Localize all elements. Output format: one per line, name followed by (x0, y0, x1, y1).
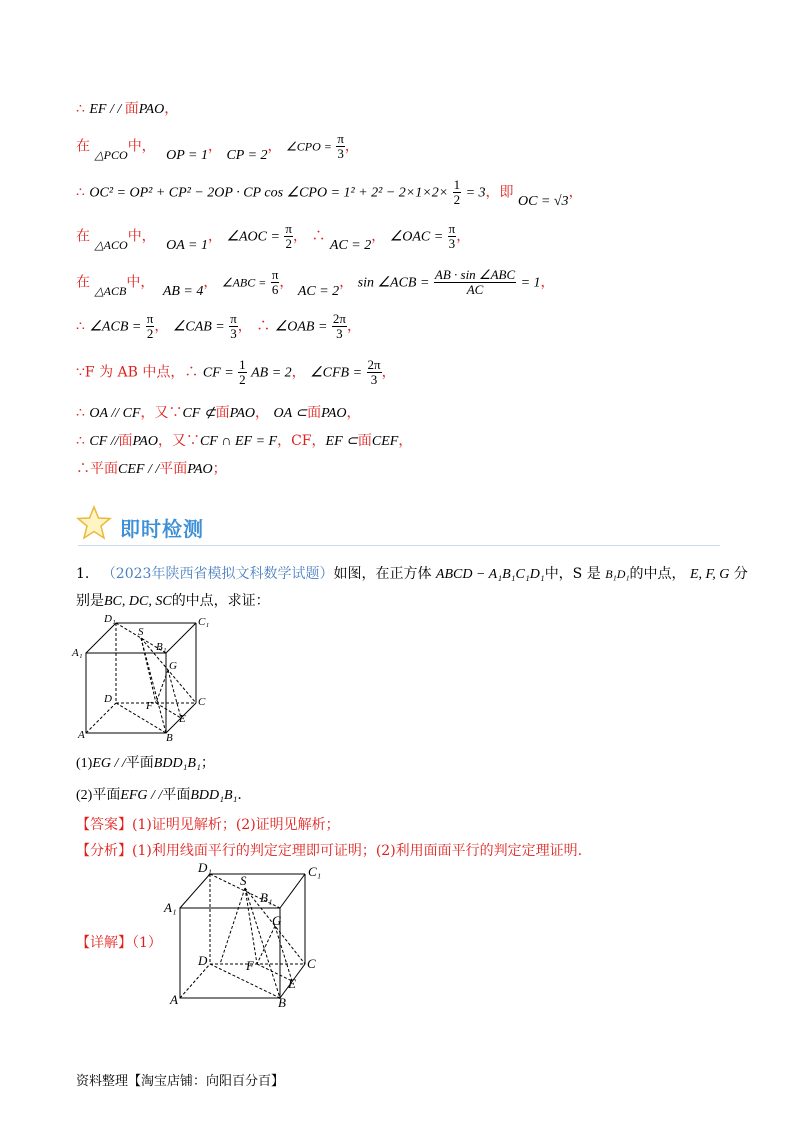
problem-line-1 (76, 563, 748, 583)
math-expr: AC = 2 (329, 237, 372, 253)
solution-line-1 (76, 98, 178, 118)
label-D1: D₁ (104, 613, 116, 625)
part-label: (2) (76, 788, 93, 803)
label-A: A (170, 992, 178, 1007)
math-expr: PAO (138, 102, 165, 117)
fraction: $\frac{\pi}{2}$ (285, 221, 292, 251)
solution-line-3: ∴ OC² = OP² + CP² − 2OP · CP cos ∠CPO = 1² + 2² − 2×1×2× $\frac{1}{2}$ = 3，即 OC = √3， (76, 177, 583, 209)
solution-line-5: 在 △ACB中， AB = 4， ∠ABC = $\frac{\pi}{6}$ ， AC = 2， sin ∠ACB = $\frac{\text{AB · sin ∠ABC}}{AC}$ = 1， (76, 267, 555, 299)
math-expr: E, F, G (689, 567, 730, 582)
label-C: C (198, 696, 206, 708)
punct: ； (200, 755, 215, 771)
fraction: $\frac{\pi}{3}$ (337, 131, 344, 161)
label-C: C (307, 956, 316, 971)
detail-line (76, 932, 162, 952)
solution-line-10 (76, 458, 227, 478)
fraction: $\frac{\pi}{3}$ (448, 221, 456, 251)
punct: . (237, 787, 242, 803)
section-divider (78, 545, 720, 546)
fraction: $\frac{1}{2}$ (453, 177, 461, 207)
triangle: △ACB (94, 283, 127, 298)
math-expr: BDD₁B₁ (190, 788, 238, 803)
text: 在 (76, 228, 90, 245)
answer-tag: 【答案】 (76, 817, 132, 833)
label-B: B (278, 995, 286, 1008)
label-F: F (246, 958, 254, 973)
therefore-symbol: ∴ (256, 318, 271, 335)
math-expr: ∠OAB = (274, 319, 328, 335)
text: 在 (76, 138, 90, 155)
label-A: A (78, 729, 85, 741)
text: 平面 (125, 755, 154, 771)
math-expr: = 3 (465, 185, 486, 201)
text: ，又∵ (140, 405, 183, 421)
problem-line-2 (76, 590, 270, 610)
plane-char: 面 (124, 101, 139, 117)
math-expr: CEF (371, 434, 399, 449)
text: 中， (127, 138, 156, 155)
punct: ； (212, 461, 227, 477)
solution-line-7: ∵F 为 AB 中点，∴ CF = $\frac{1}{2}$ AB = 2， ∠CFB = $\frac{2\pi}{3}$ ， (76, 357, 396, 387)
label-E: E (288, 976, 296, 991)
solution-line-6: ∴ ∠ACB = $\frac{\pi}{2}$ ， ∠CAB = $\frac{\pi}{3}$ ， ∴ ∠OAB = $\frac{2\pi}{3}$ ， (76, 311, 361, 341)
fraction: $\frac{1}{2}$ (239, 357, 246, 387)
label-A1: A₁ (164, 900, 177, 915)
math-expr: EF / / (89, 102, 125, 117)
math-expr: = 1 (520, 275, 541, 291)
cube-figure-large (160, 858, 330, 1008)
fraction: $\frac{\pi}{3}$ (230, 311, 237, 341)
math-expr: CP = 2 (226, 147, 268, 163)
label-C1: C₁ (308, 864, 322, 879)
math-expr: ABCD − A₁B₁C₁D₁ (435, 567, 545, 582)
text: 别是 (76, 593, 104, 609)
text: 如图，在正方体 (333, 566, 432, 582)
fraction: $\frac{\text{AB · sin ∠ABC}}{AC}$ (434, 267, 516, 297)
text: 平面 (90, 461, 118, 477)
solution-line-2: 在 △PCO中， OP = 1， CP = 2， ∠CPO = $\frac{\pi}{3}$ ， (76, 131, 359, 163)
math-expr: CF = (202, 365, 234, 381)
math-expr: AB = 2 (251, 365, 292, 381)
label-D: D (104, 693, 112, 705)
text: 的中点，求证： (171, 593, 270, 609)
therefore-symbol: ∴ (76, 101, 85, 117)
math-expr: AB = 4 (162, 283, 204, 299)
cube-figure-small (66, 612, 216, 742)
analysis-text: (1)利用线面平行的判定定理即可证明；(2)利用面面平行的判定定理证明. (132, 843, 583, 859)
analysis-tag: 【分析】 (76, 843, 132, 859)
therefore-symbol: ∴ (76, 461, 90, 477)
text: 平面 (162, 787, 191, 803)
analysis-line (76, 840, 582, 860)
math-expr: ∠OAC = (389, 229, 444, 245)
math-expr: CF // (89, 434, 119, 449)
solution-line-9: ∴ CF //面PAO，又∵CF ∩ EF = F，CF，EF ⊂面CEF， (76, 433, 413, 449)
math-expr: PAO (132, 434, 158, 449)
problem-number: 1. (76, 566, 90, 582)
therefore-symbol: ∴ (76, 184, 85, 201)
label-G: G (169, 660, 177, 672)
math-expr: EG / / (92, 756, 126, 771)
part-1 (76, 752, 215, 772)
solution-line-4: 在 △ACO中， OA = 1， ∠AOC = $\frac{\pi}{2}$ ， ∴ AC = 2， ∠OAC = $\frac{\pi}{3}$ ， (76, 221, 471, 253)
math-expr: EF ⊂ (325, 434, 358, 449)
plane-char: 面 (307, 405, 322, 421)
math-expr: BC, DC, SC (104, 594, 172, 609)
therefore-symbol: ∴ (76, 405, 85, 421)
text: 中，S 是 (544, 566, 601, 582)
answer-text: (1)证明见解析；(2)证明见解析； (132, 817, 340, 833)
because-symbol: ∵ (76, 364, 85, 381)
text: ，即 (485, 184, 514, 201)
text: ，CF， (277, 433, 326, 449)
label-B: B (166, 732, 173, 742)
math-expr: OC = √3 (517, 193, 569, 209)
part-label: (1) (76, 756, 93, 771)
math-expr: CF ∩ EF = F (199, 434, 278, 449)
math-expr: CEF / / (118, 462, 160, 477)
plane-char: 面 (118, 433, 133, 449)
text: 分 (733, 566, 748, 582)
detail-tag: 【详解】 (76, 935, 132, 951)
math-expr: OA = 1 (166, 237, 208, 253)
text: 的中点， (629, 566, 686, 582)
math-expr: B₁D₁ (605, 567, 630, 581)
label-D1: D₁ (198, 860, 212, 875)
label-F: F (146, 700, 153, 712)
fraction: $\frac{\pi}{6}$ (271, 267, 279, 297)
text: 在 (76, 274, 90, 291)
therefore-symbol: ∴ (76, 433, 85, 449)
math-expr: AC = 2 (297, 283, 340, 299)
label-D: D (198, 953, 208, 968)
therefore-symbol: ∴ (311, 228, 326, 245)
label-E: E (179, 713, 186, 725)
math-expr: ∠CAB = (172, 319, 225, 335)
problem-source: （2023年陕西省模拟文科数学试题） (101, 566, 334, 582)
math-expr: OP = 1 (166, 147, 208, 163)
fraction: $\frac{2\pi}{3}$ (367, 357, 381, 387)
punct: ， (164, 101, 179, 117)
text: 中， (127, 228, 156, 245)
label-S: S (138, 626, 144, 638)
math-expr: PAO (321, 406, 347, 421)
detail-text: （1） (132, 935, 162, 951)
plane-char: 面 (357, 433, 372, 449)
answer-line (76, 814, 340, 834)
math-expr: EFG / / (120, 788, 163, 803)
text: ，又∵ (157, 433, 200, 449)
text: 中， (126, 274, 155, 291)
plane-char: 面 (215, 405, 230, 421)
fraction: $\frac{2\pi}{3}$ (332, 311, 346, 341)
math-expr: ∠ABC = (221, 275, 267, 290)
label-A1: A₁ (72, 647, 83, 659)
triangle: △ACO (94, 237, 128, 252)
math-expr: OA ⊂ (273, 406, 308, 421)
math-expr: ∠CFB = (310, 365, 363, 381)
solution-line-8: ∴ OA // CF，又∵CF ⊄面PAO， OA ⊂面PAO， (76, 405, 361, 421)
star-icon (76, 505, 112, 541)
math-expr: OC² = OP² + CP² − 2OP · CP cos ∠CPO = 1² + 2² − 2×1×2× (89, 185, 449, 201)
math-expr: sin ∠ACB = (357, 275, 430, 291)
math-expr: CF ⊄ (182, 406, 216, 421)
label-C1: C₁ (198, 616, 210, 628)
text: 平面 (92, 787, 121, 803)
therefore-symbol: ∴ (76, 318, 85, 335)
label-S: S (240, 873, 247, 888)
part-2 (76, 784, 242, 804)
text: F 为 AB 中点，∴ (84, 364, 199, 381)
math-expr: ∠CPO = (286, 139, 332, 154)
footer-source: 资料整理【淘宝店铺：向阳百分百】 (76, 1074, 285, 1089)
math-expr: PAO (229, 406, 255, 421)
section-title: 即时检测 (120, 517, 204, 541)
triangle: △PCO (94, 147, 128, 162)
text: 平面 (159, 461, 188, 477)
math-expr: BDD₁B₁ (153, 756, 201, 771)
math-expr: ∠AOC = (226, 229, 280, 245)
label-G: G (272, 913, 282, 928)
fraction: $\frac{\pi}{2}$ (146, 311, 154, 341)
label-B1: B₁ (260, 890, 273, 905)
math-expr: PAO (187, 462, 213, 477)
label-B1: B₁ (156, 641, 167, 653)
math-expr: OA // CF (89, 406, 141, 421)
math-expr: ∠ACB = (89, 319, 142, 335)
